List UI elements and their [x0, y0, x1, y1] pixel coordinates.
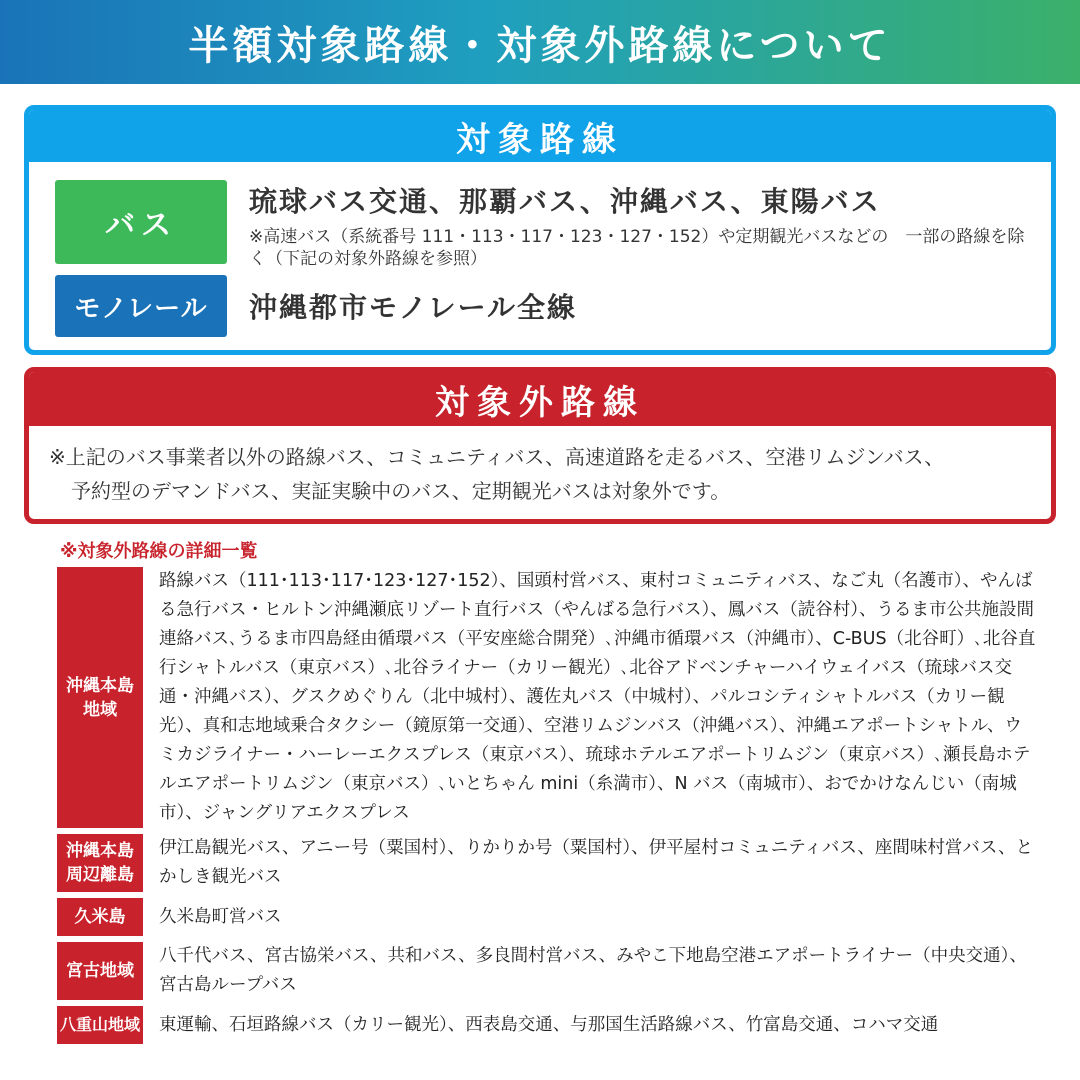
covered-routes-header: [29, 110, 1051, 162]
top-banner: [0, 0, 1080, 84]
bus-badge: バス: [55, 180, 227, 264]
routes-cell: 路線バス（111･113･117･123･127･152）、国頭村営バス、東村コミュニティバス、なご丸（名護市）、やんばる急行バス・ヒルトン沖縄瀬底リゾート直行バス（やんばる急行バス）、鳳バス（読谷村）、うるま市公共施設間連絡バス､うるま市四島経由循環バス（平安座総合開発）､沖縄市循環バス（沖縄市）、C-BUS（北谷町）､北谷直行シャトルバス（東京バス）､北谷ライナー（カリー観光）､北谷アドベンチャーハイウェイバス（琉球バス交通・沖縄バス）、グスクめぐりん（北中城村）、護佐丸バス（中城村）、パルコシティシャトルバス（カリー観光）、真和志地域乗合タクシー（鏡原第一交通）、空港リムジンバス（沖縄バス）、沖縄エアポートシャトル、ウミカジライナー・ハーレーエクスプレス（東京バス）、琉球ホテルエアポートリムジン（東京バス）､瀬長島ホテルエアポートリムジン（東京バス）､いとちゃん mini（糸満市）、N バス（南城市）、おでかけなんじい（南城市）、ジャングリアエクスプレス: [159, 571, 1036, 823]
excluded-line-1: ※上記のバス事業者以外の路線バス、コミュニティバス、高速道路を走るバス、空港リムジンバス、: [49, 445, 945, 469]
monorail-operators: 沖縄都市モノレール全線: [249, 291, 578, 324]
table-row: [57, 834, 1037, 892]
details-table: [57, 567, 1037, 1050]
region-cell: 沖縄本島 地域: [57, 567, 143, 828]
table-row: [57, 898, 1037, 936]
excluded-routes-panel: [24, 367, 1056, 524]
excluded-line-2: 予約型のデマンドバス、実証実験中のバス、定期観光バスは対象外です。: [71, 479, 731, 503]
monorail-info: [249, 275, 577, 337]
bus-note: ※高速バス（系統番号 111・113・117・123・127・152）や定期観光バスなどの 一部の路線を除く（下記の対象外路線を参照）: [249, 227, 1025, 269]
covered-routes-heading: 対象路線: [456, 119, 624, 160]
page-title: 半額対象路線・対象外路線について: [188, 22, 892, 69]
table-row: [57, 1006, 1037, 1044]
routes-cell: 久米島町営バス: [159, 906, 282, 927]
region-cell: 沖縄本島 周辺離島: [57, 834, 143, 892]
excluded-description: [29, 426, 1051, 508]
excluded-routes-heading: 対象外路線: [435, 382, 645, 423]
region-cell: 八重山地域: [57, 1006, 143, 1044]
monorail-route-row: [55, 275, 577, 337]
bus-route-row: [55, 180, 1029, 270]
bus-operators: 琉球バス交通、那覇バス、沖縄バス、東陽バス: [249, 185, 881, 218]
excluded-routes-header: [29, 372, 1051, 426]
routes-cell: 東運輸、石垣路線バス（カリー観光）、西表島交通、与那国生活路線バス、竹富島交通、コハマ交通: [159, 1014, 939, 1035]
region-cell: 宮古地域: [57, 942, 143, 1000]
routes-cell: 八千代バス、宮古協栄バス、共和バス、多良間村営バス、みやこ下地島空港エアポートライナー（中央交通）、宮古島ループバス: [159, 946, 1027, 995]
routes-cell: 伊江島観光バス、アニー号（粟国村）、りかりか号（粟国村）、伊平屋村コミュニティバス、座間味村営バス、とかしき観光バス: [159, 838, 1033, 887]
covered-routes-panel: [24, 105, 1056, 355]
region-cell: 久米島: [57, 898, 143, 936]
details-title: ※対象外路線の詳細一覧: [60, 541, 258, 562]
bus-info: [249, 180, 1029, 270]
table-row: [57, 567, 1037, 828]
monorail-badge: モノレール: [55, 275, 227, 337]
table-row: [57, 942, 1037, 1000]
